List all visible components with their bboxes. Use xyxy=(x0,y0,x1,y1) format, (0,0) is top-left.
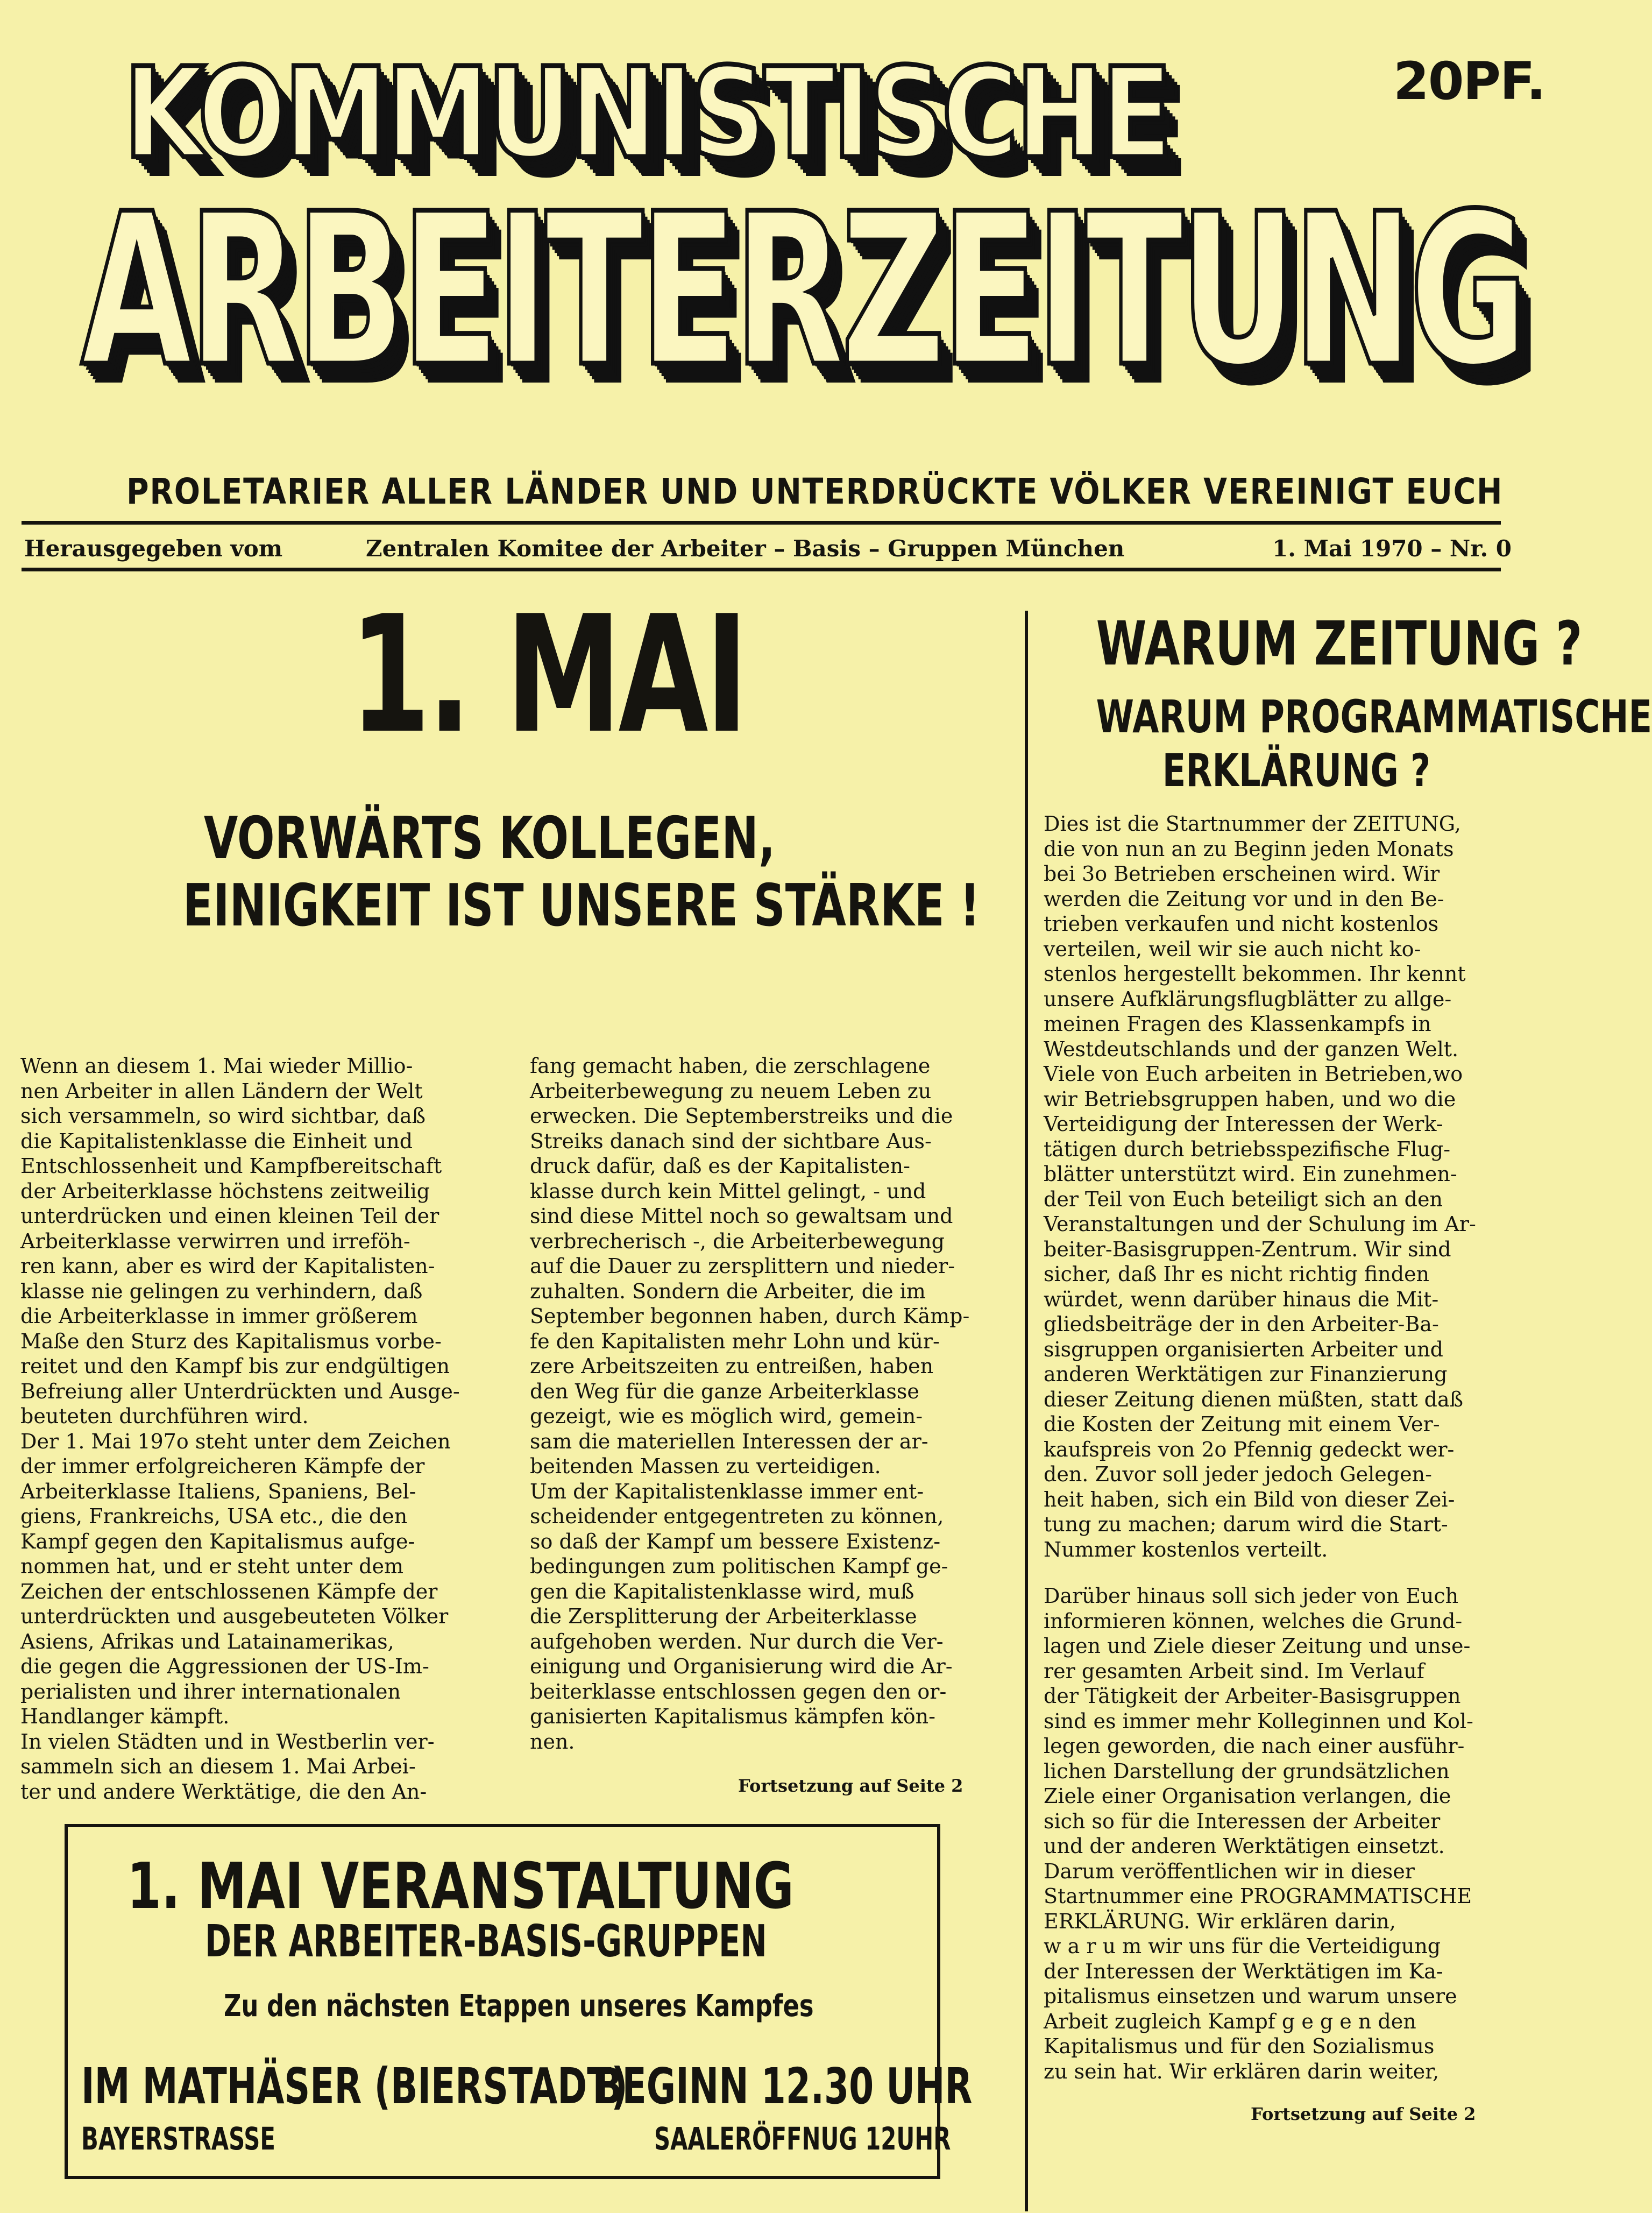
text-line: tätigen durch betriebsspezifische Flug- xyxy=(1044,1137,1451,1161)
text-line: die Zersplitterung der Arbeiterklasse xyxy=(530,1604,917,1628)
text-line: verteilen, weil wir sie auch nicht ko- xyxy=(1044,937,1421,961)
text-line: unterdrücken und einen kleinen Teil der xyxy=(20,1204,439,1228)
text-line: Wenn an diesem 1. Mai wieder Millio- xyxy=(20,1054,413,1078)
text-line: der Interessen der Werktätigen im Ka- xyxy=(1044,1959,1443,1983)
column-divider xyxy=(1025,611,1028,2211)
text-line: ganisierten Kapitalismus kämpfen kön- xyxy=(530,1705,935,1728)
text-line: zere Arbeitszeiten zu entreißen, haben xyxy=(530,1354,934,1378)
text-line: kaufspreis von 2o Pfennig gedeckt wer- xyxy=(1044,1437,1455,1461)
text-line: der Tätigkeit der Arbeiter-Basisgruppen xyxy=(1044,1684,1461,1708)
text-line: Startnummer eine PROGRAMMATISCHE xyxy=(1044,1884,1472,1908)
text-line: Zeichen der entschlossenen Kämpfe der xyxy=(20,1579,438,1603)
text-line: Befreiung aller Unterdrückten und Ausge- xyxy=(20,1379,460,1403)
text-line: tung zu machen; darum wird die Start- xyxy=(1044,1512,1448,1536)
bottom-rule xyxy=(22,568,1501,571)
text-line: scheidender entgegentreten zu können, xyxy=(530,1504,944,1528)
text-line: nen Arbeiter in allen Ländern der Welt xyxy=(20,1079,423,1103)
text-line: Entschlossenheit und Kampfbereitschaft xyxy=(20,1154,442,1178)
text-line: Kapitalismus und für den Sozialismus xyxy=(1044,2034,1435,2058)
text-line: gezeigt, wie es möglich wird, gemein- xyxy=(530,1404,923,1428)
subheadline-1: VORWÄRTS KOLLEGEN, xyxy=(203,805,776,872)
text-line: bei 3o Betrieben erscheinen wird. Wir xyxy=(1044,862,1440,886)
text-line: anderen Werktätigen zur Finanzierung xyxy=(1044,1362,1448,1386)
text-line: Arbeit zugleich Kampf g e g e n den xyxy=(1044,2009,1416,2033)
text-line: der Teil von Euch beteiligt sich an den xyxy=(1044,1187,1443,1211)
text-line: den Weg für die ganze Arbeiterklasse xyxy=(530,1379,919,1403)
text-line: Arbeiterklasse Italiens, Spaniens, Bel- xyxy=(20,1479,416,1503)
text-line: Handlanger kämpft. xyxy=(20,1705,230,1728)
text-line: giens, Frankreichs, USA etc., die den xyxy=(20,1504,408,1528)
text-line: beuteten durchführen wird. xyxy=(20,1404,309,1428)
text-line: der Arbeiterklasse höchstens zeitweilig xyxy=(20,1179,430,1203)
text-line: Kampf gegen den Kapitalismus aufge- xyxy=(20,1529,415,1553)
text-line: lagen und Ziele dieser Zeitung und unse- xyxy=(1044,1634,1471,1658)
text-line: trieben verkaufen und nicht kostenlos xyxy=(1044,912,1439,936)
text-line: nommen hat, und er steht unter dem xyxy=(20,1554,403,1578)
text-line: die Arbeiterklasse in immer größerem xyxy=(20,1304,418,1328)
text-line: Der 1. Mai 197o steht unter dem Zeichen xyxy=(20,1429,451,1453)
text-line: gen die Kapitalistenklasse wird, muß xyxy=(530,1579,914,1603)
subheadline-2: EINIGKEIT IST UNSERE STÄRKE ! xyxy=(183,872,980,939)
event-topic: Zu den nächsten Etappen unseres Kampfes xyxy=(224,1989,814,2024)
issue-date: 1. Mai 1970 – Nr. 0 xyxy=(1272,535,1512,562)
text-line: meinen Fragen des Klassenkampfs in xyxy=(1044,1012,1431,1036)
text-line: auf die Dauer zu zersplittern und nieder- xyxy=(530,1254,955,1278)
text-line: sammeln sich an diesem 1. Mai Arbei- xyxy=(20,1755,416,1778)
text-line: Westdeutschlands und der ganzen Welt. xyxy=(1044,1037,1459,1061)
text-line: beiter-Basisgruppen-Zentrum. Wir sind xyxy=(1044,1237,1451,1261)
text-line: sich versammeln, so wird sichtbar, daß xyxy=(20,1104,426,1128)
text-line: erwecken. Die Septemberstreiks und die xyxy=(530,1104,953,1128)
event-time: BEGINN 12.30 UHR xyxy=(595,2058,973,2115)
text-line: aufgehoben werden. Nur durch die Ver- xyxy=(530,1629,944,1653)
event-street: BAYERSTRASSE xyxy=(81,2120,275,2157)
text-line: Dies ist die Startnummer der ZEITUNG, xyxy=(1044,812,1461,836)
text-line: rer gesamten Arbeit sind. Im Verlauf xyxy=(1044,1659,1424,1683)
text-line: sicher, daß Ihr es nicht richtig finden xyxy=(1044,1262,1430,1286)
text-line: sisgruppen organisierten Arbeiter und xyxy=(1044,1337,1443,1361)
continued-note-main: Fortsetzung auf Seite 2 xyxy=(738,1776,963,1796)
event-doors: SAALERÖFFNUG 12UHR xyxy=(654,2120,951,2157)
event-box xyxy=(65,1824,973,2179)
text-line: so daß der Kampf um bessere Existenz- xyxy=(530,1529,941,1553)
text-line: sind diese Mittel noch so gewaltsam und xyxy=(530,1204,953,1228)
text-line: die gegen die Aggressionen der US-Im- xyxy=(20,1655,429,1678)
publisher-name: Zentralen Komitee der Arbeiter – Basis – Gruppen München xyxy=(366,535,1125,562)
text-line: legen geworden, die nach einer ausführ- xyxy=(1044,1734,1465,1758)
text-line: die Kapitalistenklasse die Einheit und xyxy=(20,1129,413,1153)
text-line: heit haben, sich ein Bild von dieser Zei- xyxy=(1044,1487,1455,1511)
event-venue: IM MATHÄSER (BIERSTADT) xyxy=(81,2058,628,2115)
text-line: pitalismus einsetzen und warum unsere xyxy=(1044,1984,1457,2008)
text-line: der immer erfolgreicheren Kämpfe der xyxy=(20,1454,425,1478)
text-line: Arbeiterklasse verwirren und irreföh- xyxy=(20,1229,410,1253)
text-line: gliedsbeiträge der in den Arbeiter-Ba- xyxy=(1044,1312,1439,1336)
text-line: unsere Aufklärungsflugblätter zu allge- xyxy=(1044,987,1452,1011)
text-line: stenlos hergestellt bekommen. Ihr kennt xyxy=(1044,962,1466,986)
text-line: verbrecherisch -, die Arbeiterbewegung xyxy=(530,1229,945,1253)
text-line: Darum veröffentlichen wir in dieser xyxy=(1044,1859,1415,1883)
event-title: 1. MAI VERANSTALTUNG xyxy=(127,1849,795,1923)
article-column-2 xyxy=(530,1054,969,1754)
text-line: In vielen Städten und in Westberlin ver- xyxy=(20,1729,435,1754)
text-line: lichen Darstellung der grundsätzlichen xyxy=(1044,1759,1450,1783)
text-line: fe den Kapitalisten mehr Lohn und kür- xyxy=(530,1329,940,1353)
text-line: Darüber hinaus soll sich jeder von Euch xyxy=(1044,1584,1459,1608)
text-line: reitet und den Kampf bis zur endgültigen xyxy=(20,1354,450,1378)
text-line: ERKLÄRUNG. Wir erklären darin, xyxy=(1044,1909,1396,1933)
text-line: zuhalten. Sondern die Arbeiter, die im xyxy=(530,1279,926,1303)
continued-note-side: Fortsetzung auf Seite 2 xyxy=(1251,2104,1476,2124)
text-line: die Kosten der Zeitung mit einem Ver- xyxy=(1044,1412,1440,1436)
text-line: die von nun an zu Beginn jeden Monats xyxy=(1044,837,1454,861)
text-line: informieren können, welches die Grund- xyxy=(1044,1609,1463,1633)
text-line: Asiens, Afrikas und Latainamerikas, xyxy=(20,1629,394,1653)
text-line: werden die Zeitung vor und in den Be- xyxy=(1044,887,1444,911)
text-line: den. Zuvor soll jeder jedoch Gelegen- xyxy=(1044,1462,1432,1486)
text-line: dieser Zeitung dienen müßten, statt daß xyxy=(1044,1387,1464,1411)
text-line: einigung und Organisierung wird die Ar- xyxy=(530,1655,953,1678)
text-line: September begonnen haben, durch Kämp- xyxy=(530,1304,970,1328)
text-line: Um der Kapitalistenklasse immer ent- xyxy=(530,1479,924,1503)
text-line: blätter unterstützt wird. Ein zunehmen- xyxy=(1044,1162,1457,1186)
text-line: ter und andere Werktätige, die den An- xyxy=(20,1779,427,1804)
text-line: druck dafür, daß es der Kapitalisten- xyxy=(530,1154,910,1178)
text-line: beiterklasse entschlossen gegen den or- xyxy=(530,1679,947,1703)
publisher-label: Herausgegeben vom xyxy=(24,535,283,562)
side-headline-2: WARUM PROGRAMMATISCHE xyxy=(1096,690,1652,743)
event-subtitle: DER ARBEITER-BASIS-GRUPPEN xyxy=(205,1916,767,1967)
side-column xyxy=(1044,811,1476,2084)
text-line: w a r u m wir uns für die Verteidigung xyxy=(1044,1934,1441,1958)
text-line: sich so für die Interessen der Arbeiter xyxy=(1044,1809,1441,1833)
text-line: ren kann, aber es wird der Kapitalisten- xyxy=(20,1254,435,1278)
text-line: zu sein hat. Wir erklären darin weiter, xyxy=(1044,2059,1440,2083)
text-line: Streiks danach sind der sichtbare Aus- xyxy=(530,1129,932,1153)
text-line: perialisten und ihrer internationalen xyxy=(20,1679,401,1703)
masthead-title-line2: ARBEITERZEITUNG xyxy=(81,168,1524,413)
text-line: sam die materiellen Interessen der ar- xyxy=(530,1429,928,1453)
text-line: Maße den Sturz des Kapitalismus vorbe- xyxy=(20,1329,442,1353)
headline-1-mai: 1. MAI xyxy=(350,581,746,769)
text-line: beitenden Massen zu verteidigen. xyxy=(530,1454,881,1478)
text-line: würdet, wenn darüber hinaus die Mit- xyxy=(1044,1287,1439,1311)
text-line: bedingungen zum politischen Kampf ge- xyxy=(530,1554,948,1578)
text-line: klasse nie gelingen zu verhindern, daß xyxy=(20,1279,423,1303)
masthead-title-line1: KOMMUNISTISCHE xyxy=(124,41,1170,186)
side-headline-1: WARUM ZEITUNG ? xyxy=(1096,609,1583,679)
text-line: Verteidigung der Interessen der Werk- xyxy=(1044,1112,1443,1136)
side-headline-3: ERKLÄRUNG ? xyxy=(1162,744,1431,797)
text-line: klasse durch kein Mittel gelingt, - und xyxy=(530,1179,926,1203)
top-rule xyxy=(22,521,1501,525)
text-line: unterdrückten und ausgebeuteten Völker xyxy=(20,1604,449,1628)
text-line: Arbeiterbewegung zu neuem Leben zu xyxy=(530,1079,932,1103)
text-line: nen. xyxy=(530,1729,575,1754)
text-line: Ziele einer Organisation verlangen, die xyxy=(1044,1784,1451,1808)
price-label: 20PF. xyxy=(1393,51,1545,111)
text-line: fang gemacht haben, die zerschlagene xyxy=(530,1054,931,1078)
slogan: PROLETARIER ALLER LÄNDER UND UNTERDRÜCKTE VÖLKER VEREINIGT EUCH xyxy=(126,471,1504,512)
text-line: sind es immer mehr Kolleginnen und Kol- xyxy=(1044,1709,1473,1733)
text-line: Nummer kostenlos verteilt. xyxy=(1044,1537,1328,1561)
text-line: und der anderen Werktätigen einsetzt. xyxy=(1044,1834,1445,1858)
text-line: wir Betriebsgruppen haben, und wo die xyxy=(1044,1087,1456,1111)
text-line: Viele von Euch arbeiten in Betrieben,wo xyxy=(1044,1062,1463,1086)
text-line: Veranstaltungen und der Schulung im Ar- xyxy=(1044,1212,1476,1236)
article-column-1 xyxy=(20,1054,460,1804)
